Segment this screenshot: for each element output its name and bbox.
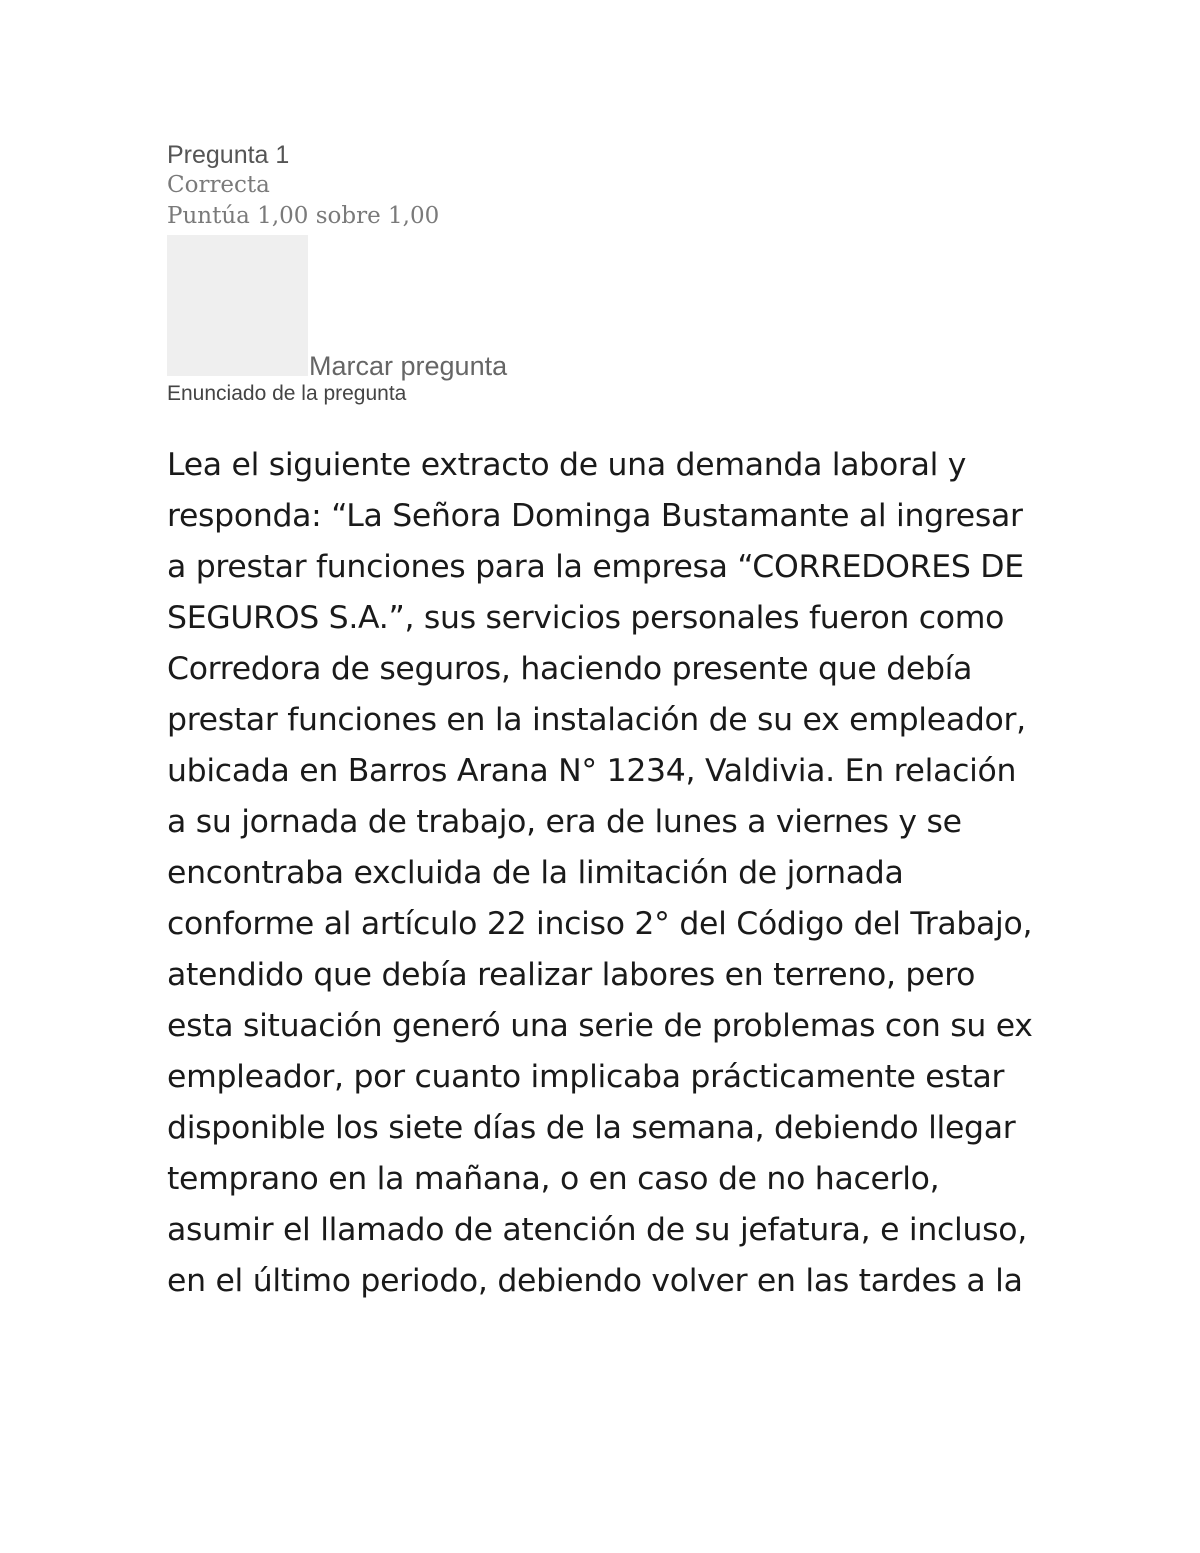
flag-question-label[interactable]: Marcar pregunta [309, 351, 508, 381]
question-state: Correcta [167, 172, 270, 198]
question-statement-heading: Enunciado de la pregunta [167, 382, 407, 405]
question-text: Lea el siguiente extracto de una demanda laboral y responda: “La Señora Dominga Bustamante al ingresar a prestar funciones para la empresa “CORREDORES DE SEGUROS S.A.”, sus servicios personales fueron como Corredora de seguros, haciendo presente que debía prestar funciones en la instalación de su ex empleador, ubicada en Barros Arana N° 1234, Valdivia. En relación a su jornada de trabajo, era de lunes a viernes y se encontraba excluida de la limitación de jornada conforme al artículo 22 inciso 2° del Código del Trabajo, atendido que debía realizar labores en terreno, pero esta situación generó una serie de problemas con su ex empleador, por cuanto implicaba prácticamente estar disponible los siete días de la semana, debiendo llegar temprano en la mañana, o en caso de no hacerlo, asumir el llamado de atención de su jefatura, e incluso, en el último periodo, debiendo volver en las tardes a la [167, 447, 1033, 1299]
question-block [167, 140, 1047, 1307]
question-grade: Puntúa 1,00 sobre 1,00 [167, 203, 440, 229]
question-number: Pregunta 1 [167, 141, 290, 169]
flag-icon[interactable] [167, 235, 308, 376]
flag-question-control[interactable] [167, 235, 1047, 381]
